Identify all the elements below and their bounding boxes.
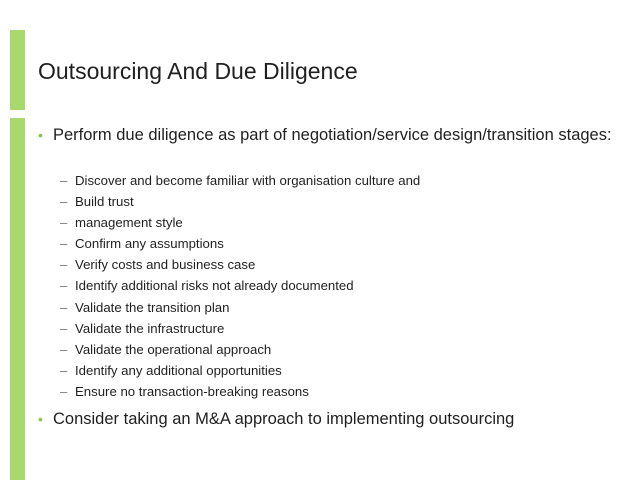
- sub-bullet-text: Identify any additional opportunities: [75, 362, 282, 378]
- sub-bullet-item: [60, 339, 620, 360]
- sub-bullet-item: [60, 170, 620, 191]
- dash-icon: –: [60, 320, 68, 336]
- dash-icon: –: [60, 362, 68, 378]
- dash-icon: –: [60, 194, 68, 210]
- accent-bar-bottom: [10, 118, 25, 480]
- sub-bullet-text: management style: [75, 215, 183, 231]
- sub-bullet-text: Discover and become familiar with organisation culture and: [75, 173, 421, 188]
- dash-icon: –: [60, 299, 68, 315]
- sub-bullet-text: Validate the infrastructure: [75, 320, 225, 336]
- sub-bullet-item: [60, 318, 620, 339]
- sub-bullet-item: [60, 212, 620, 233]
- bullet-text: Perform due diligence as part of negotiation/service design/transition stages:: [53, 126, 612, 144]
- sub-bullet-list: [60, 170, 620, 402]
- sub-bullet-item: [60, 381, 620, 402]
- sub-bullet-item: [60, 275, 620, 296]
- bullet-item: [38, 408, 628, 430]
- sub-bullet-item: [60, 191, 620, 212]
- sub-bullet-item: [60, 360, 620, 381]
- sub-bullet-text: Verify costs and business case: [75, 257, 256, 273]
- dash-icon: –: [60, 341, 68, 357]
- sub-bullet-item: [60, 297, 620, 318]
- dash-icon: –: [60, 257, 68, 273]
- sub-bullet-text: Confirm any assumptions: [75, 236, 224, 252]
- sub-bullet-text: Validate the transition plan: [75, 299, 230, 315]
- bullet-text: Consider taking an M&A approach to implementing outsourcing: [53, 410, 515, 428]
- dash-icon: –: [60, 173, 68, 188]
- sub-bullet-text: Validate the operational approach: [75, 341, 272, 357]
- dash-icon: –: [60, 215, 68, 231]
- dash-icon: –: [60, 236, 68, 252]
- dash-icon: –: [60, 278, 68, 294]
- sub-bullet-item: [60, 254, 620, 275]
- bullet-item: [38, 124, 628, 146]
- accent-bar-top: [10, 30, 25, 110]
- slide-title: Outsourcing And Due Diligence: [38, 58, 358, 84]
- sub-bullet-item: [60, 233, 620, 254]
- sub-bullet-text: Identify additional risks not already documented: [75, 278, 354, 294]
- dash-icon: –: [60, 383, 68, 399]
- bullet-dot-icon: •: [38, 127, 43, 143]
- sub-bullet-text: Build trust: [75, 194, 134, 210]
- sub-bullet-text: Ensure no transaction-breaking reasons: [75, 383, 309, 399]
- bullet-dot-icon: •: [38, 411, 43, 427]
